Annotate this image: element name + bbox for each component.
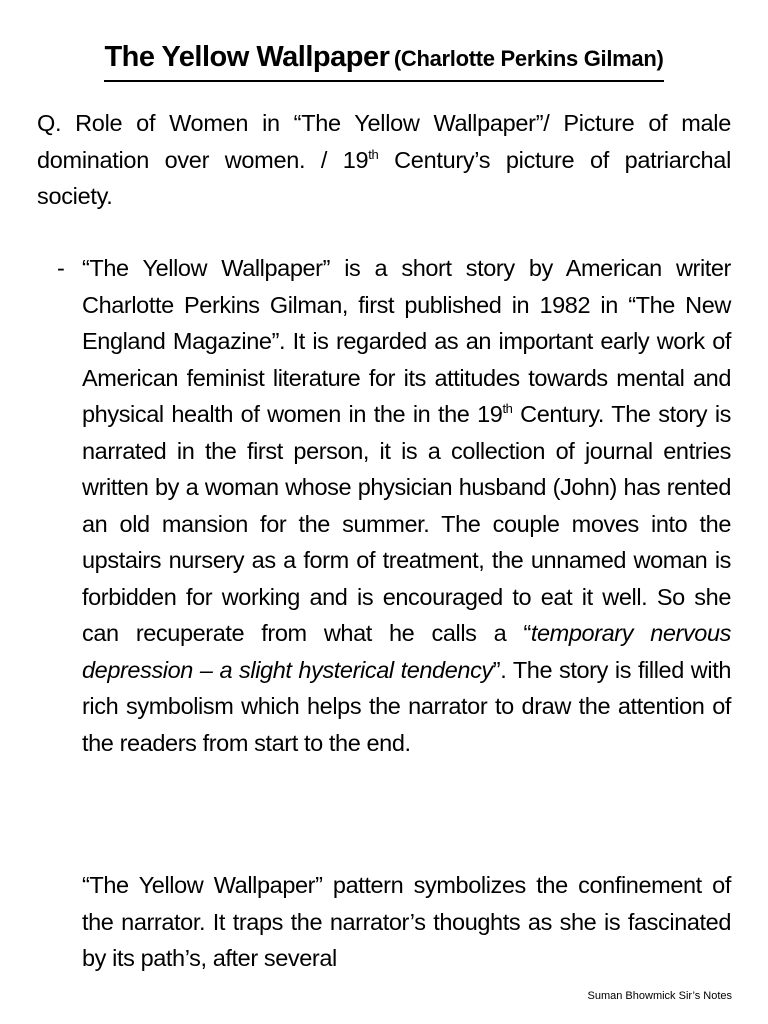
bullet-part-1: “The Yellow Wallpaper” is a short story by American writer Charlotte Perkins Gilman, first published in 1982 in “The New England Magazine”. It is regarded as an important early work of American feminist literature for its attitudes towards mental and physical health of women in the in the 19 bbox=[82, 255, 731, 427]
question-text bbox=[37, 105, 731, 215]
bullet-dash: - bbox=[57, 255, 65, 281]
question-superscript: th bbox=[368, 146, 379, 162]
bullet-superscript: th bbox=[502, 401, 513, 416]
footer-note: Suman Bhowmick Sir’s Notes bbox=[587, 990, 732, 1002]
title-author: (Charlotte Perkins Gilman) bbox=[393, 46, 664, 71]
bullet-paragraph bbox=[82, 250, 731, 761]
second-paragraph: “The Yellow Wallpaper” pattern symbolizes the confinement of the narrator. It traps the narrator’s thoughts as she is fascinated by its path’s, after several bbox=[82, 872, 731, 971]
title-main: The Yellow Wallpaper bbox=[104, 41, 390, 73]
bullet-part-3: ”. The story is filled with rich symbolism which helps the narrator to draw the attention of the readers from start to the end. bbox=[82, 656, 731, 756]
page-title bbox=[0, 40, 768, 82]
question-part-2: Century’s picture of patriarchal society. bbox=[37, 146, 731, 209]
bullet-part-2: Century. The story is narrated in the first person, it is a collection of journal entries written by a woman whose physician husband (John) has rented an old mansion for the summer. The couple moves into the upstairs nursery as a form of treatment, the unnamed woman is forbidden for working and is encouraged to eat it well. So she can recuperate from what he calls a “ bbox=[82, 401, 731, 646]
title-underlined bbox=[104, 40, 663, 82]
bullet-italic-quote: temporary nervous depression – a slight hysterical tendency bbox=[82, 620, 731, 683]
question-part-1: Q. Role of Women in “The Yellow Wallpaper”/ Picture of male domination over women. / 19 bbox=[37, 110, 731, 173]
